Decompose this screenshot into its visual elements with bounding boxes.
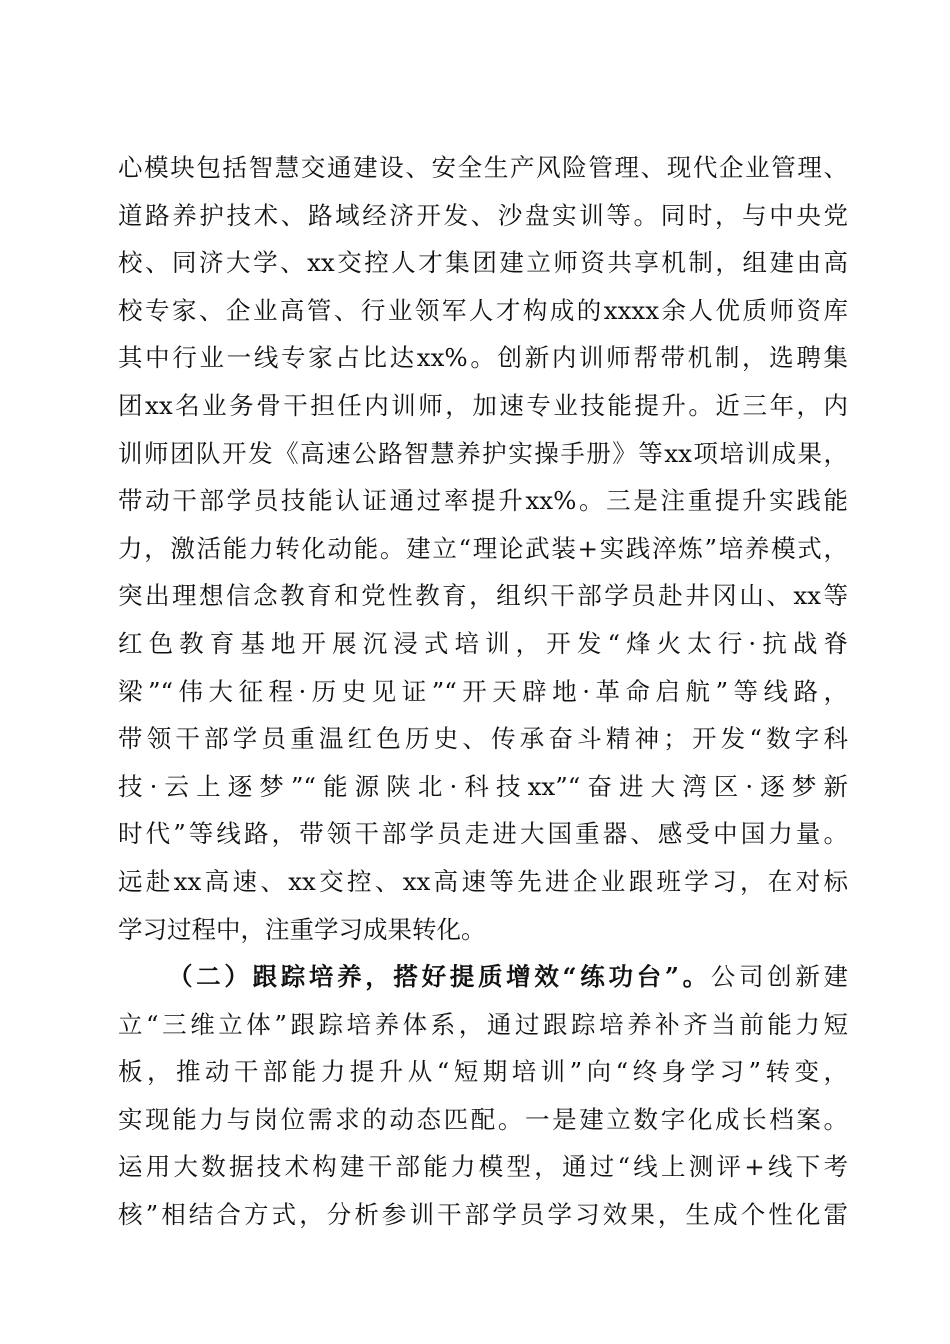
text-line: 校专家、企业高管、行业领军人才构成的xxxx余人优质师资库 [118, 295, 848, 325]
text-line: 校、同济大学、xx交控人才集团建立师资共享机制，组建由高 [118, 248, 848, 278]
text-line: 其中行业一线专家占比达xx%。创新内训师帮带机制，选聘集 [118, 343, 848, 373]
text-line: 实现能力与岗位需求的动态匹配。一是建立数字化成长档案。 [118, 1104, 848, 1134]
text-line: 学习过程中，注重学习成果转化。 [118, 914, 486, 944]
body-text [118, 144, 848, 1239]
section-first-line-rest: 公司创新建 [710, 962, 848, 992]
text-line: 道路养护技术、路域经济开发、沙盘实训等。同时，与中央党 [118, 200, 848, 230]
text-line: 运用大数据技术构建干部能力模型，通过“线上测评+线下考 [118, 1152, 848, 1182]
text-line: 核”相结合方式，分析参训干部学员学习效果，生成个性化雷 [118, 1200, 848, 1230]
text-line: 技·云上逐梦”“能源陕北·科技xx”“奋进大湾区·逐梦新 [118, 771, 848, 801]
text-line: 力，激活能力转化动能。建立“理论武装+实践淬炼”培养模式， [118, 533, 848, 563]
text-line: 心模块包括智慧交通建设、安全生产风险管理、现代企业管理、 [118, 153, 848, 182]
text-line: 训师团队开发《高速公路智慧养护实操手册》等xx项培训成果， [118, 438, 848, 468]
text-line: 团xx名业务骨干担任内训师，加速专业技能提升。近三年，内 [118, 390, 848, 420]
text-line: 远赴xx高速、xx交控、xx高速等先进企业跟班学习，在对标 [118, 866, 848, 896]
text-line: 立“三维立体”跟踪培养体系，通过跟踪培养补齐当前能力短 [118, 1009, 848, 1039]
text-line: 梁”“伟大征程·历史见证”“开天辟地·革命启航”等线路， [118, 676, 848, 706]
section-first-line [118, 953, 848, 1001]
text-line: 带动干部学员技能认证通过率提升xx%。三是注重提升实践能 [118, 486, 848, 516]
text-line: 板，推动干部能力提升从“短期培训”向“终身学习”转变， [118, 1057, 848, 1087]
text-line: 带领干部学员重温红色历史、传承奋斗精神；开发“数字科 [118, 724, 848, 754]
section-heading: （二）跟踪培养，搭好提质增效“练功台”。 [168, 962, 711, 992]
text-line: 红色教育基地开展沉浸式培训，开发“烽火太行·抗战脊 [118, 628, 848, 658]
text-line: 时代”等线路，带领干部学员走进大国重器、感受中国力量。 [118, 819, 848, 849]
text-line: 突出理想信念教育和党性教育，组织干部学员赴井冈山、xx等 [118, 581, 848, 611]
